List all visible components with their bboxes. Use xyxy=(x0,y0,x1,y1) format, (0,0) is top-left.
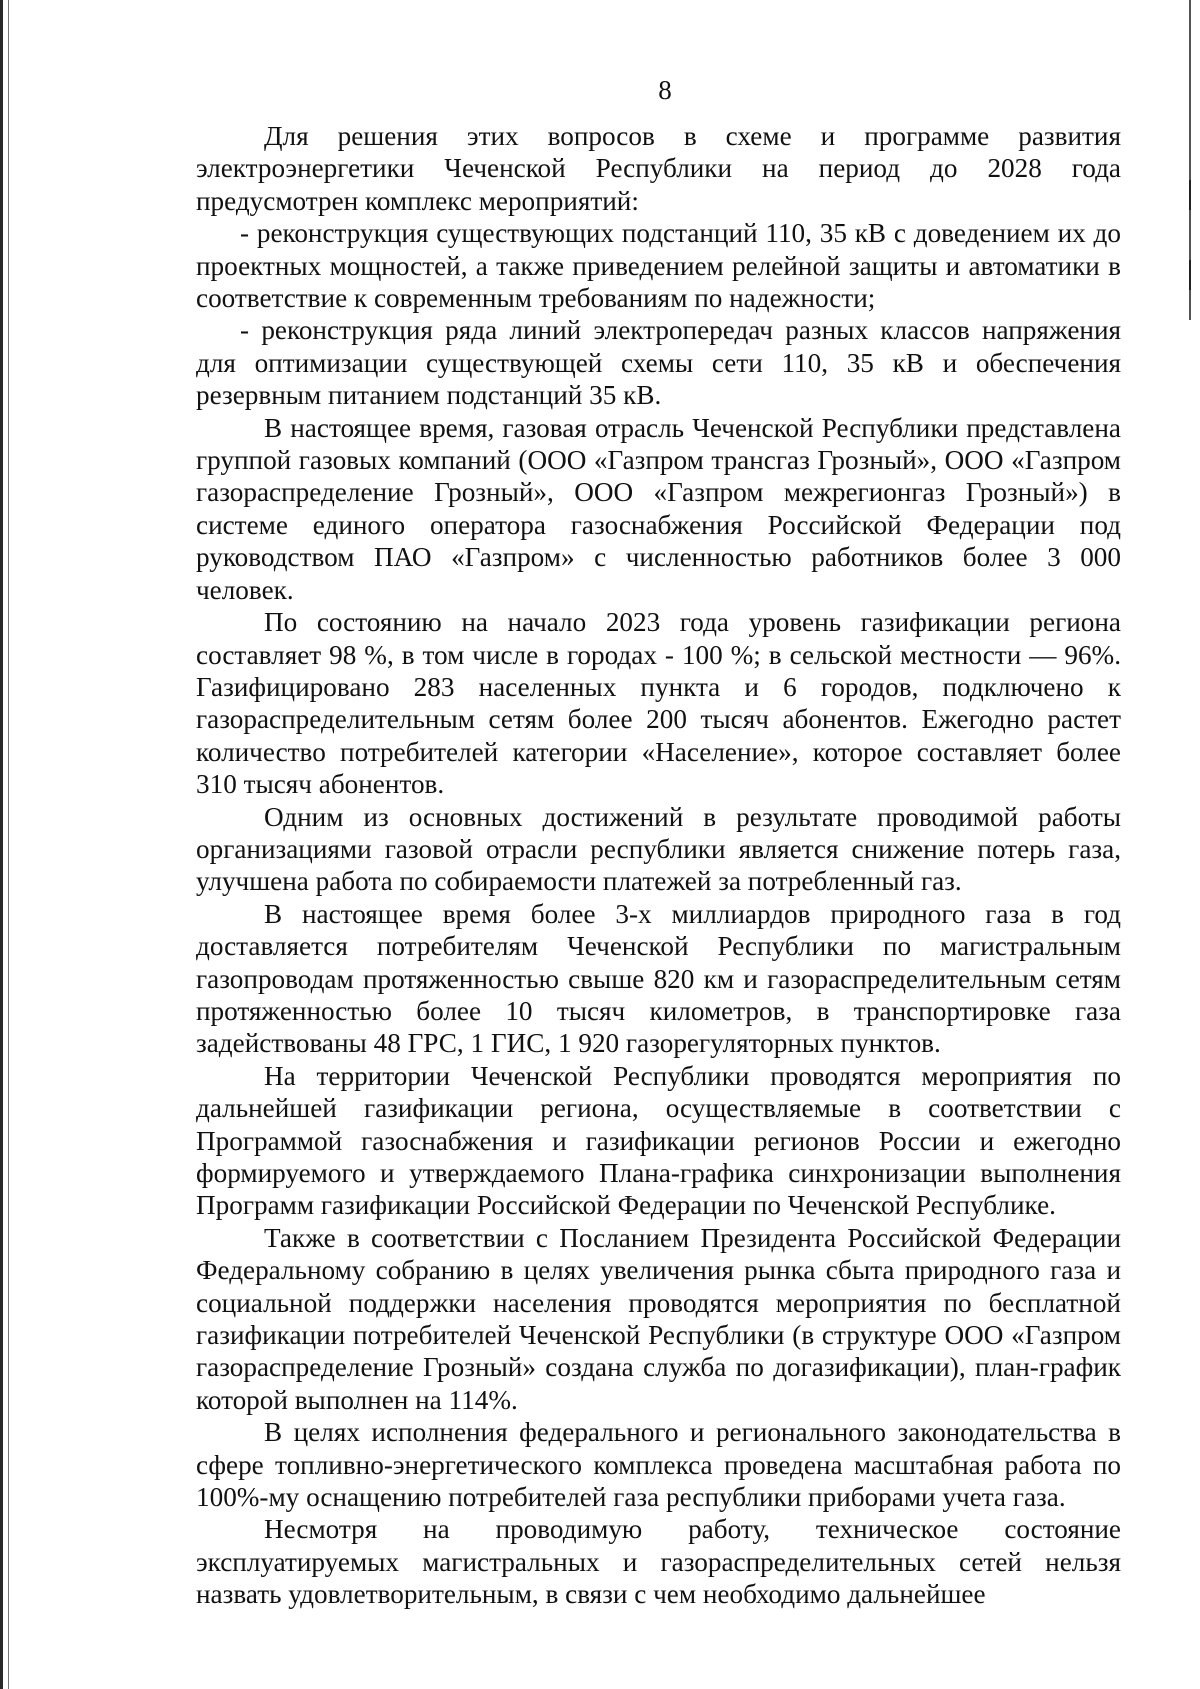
paragraph: Одним из основных достижений в результате проводимой работы организациями газовой отрасли республики является снижение потерь газа, улучшена работа по собираемости платежей за потребленный газ. xyxy=(196,801,1121,897)
paragraph: В настоящее время, газовая отрасль Чеченской Республики представлена группой газовых компаний (ООО «Газпром трансгаз Грозный», ООО «Газпром газораспределение Грозный», ООО «Газпром межрегионгаз Грозный») в системе единого оператора газоснабжения Российской Федерации под руководством ПАО «Газпром» с численностью работников более 3 000 человек. xyxy=(196,412,1121,605)
paragraph: Несмотря на проводимую работу, техническое состояние эксплуатируемых магистральных и газораспределительных сетей нельзя назвать удовлетворительным, в связи с чем необходимо дальнейшее xyxy=(196,1514,1121,1610)
page-number: 8 xyxy=(658,75,672,105)
list-item: - реконструкция ряда линий электропередач разных классов напряжения для оптимизации существующей схемы сети 110, 35 кВ и обеспечения резервным питанием подстанций 35 кВ. xyxy=(196,315,1121,411)
scan-edge-line xyxy=(0,0,3,1689)
document-body xyxy=(196,120,1121,1611)
list-item: - реконструкция существующих подстанций 110, 35 кВ с доведением их до проектных мощностей, а также приведением релейной защиты и автоматики в соответствие к современным требованиям по надежности; xyxy=(196,218,1121,314)
paragraph: В целях исполнения федерального и регионального законодательства в сфере топливно-энергетического комплекса проведена масштабная работа по 100%-му оснащению потребителей газа республики приборами учета газа. xyxy=(196,1417,1121,1513)
paragraph: В настоящее время более 3-х миллиардов природного газа в год доставляется потребителям Чеченской Республики по магистральным газопроводам протяженностью свыше 820 км и газораспределительным сетям протяженностью более 10 тысяч километров, в транспортировке газа задействованы 48 ГРС, 1 ГИС, 1 920 газорегуляторных пунктов. xyxy=(196,898,1121,1059)
paragraph: Также в соответствии с Посланием Президента Российской Федерации Федеральному собранию в целях увеличения рынка сбыта природного газа и социальной поддержки населения проводятся мероприятия по бесплатной газификации потребителей Чеченской Республики (в структуре ООО «Газпром газораспределение Грозный» создана служба по догазификации), план-график которой выполнен на 114%. xyxy=(196,1222,1121,1415)
scan-edge-line xyxy=(8,0,9,1689)
scan-edge-mark xyxy=(1189,260,1191,290)
paragraph: На территории Чеченской Республики проводятся мероприятия по дальнейшей газификации региона, осуществляемые в соответствии с Программой газоснабжения и газификации регионов России и ежегодно формируемого и утверждаемого Плана-графика синхронизации выполнения Программ газификации Российской Федерации по Чеченской Республике. xyxy=(196,1060,1121,1221)
scan-edge-mark xyxy=(1189,180,1191,210)
paragraph: По состоянию на начало 2023 года уровень газификации региона составляет 98 %, в том числе в городах - 100 %; в сельской местности — 96%. Газифицировано 283 населенных пункта и 6 городов, подключено к газораспределительным сетям более 200 тысяч абонентов. Ежегодно растет количество потребителей категории «Население», которое составляет более 310 тысяч абонентов. xyxy=(196,607,1121,800)
paragraph: Для решения этих вопросов в схеме и программе развития электроэнергетики Чеченской Республики на период до 2028 года предусмотрен комплекс мероприятий: xyxy=(196,121,1121,216)
